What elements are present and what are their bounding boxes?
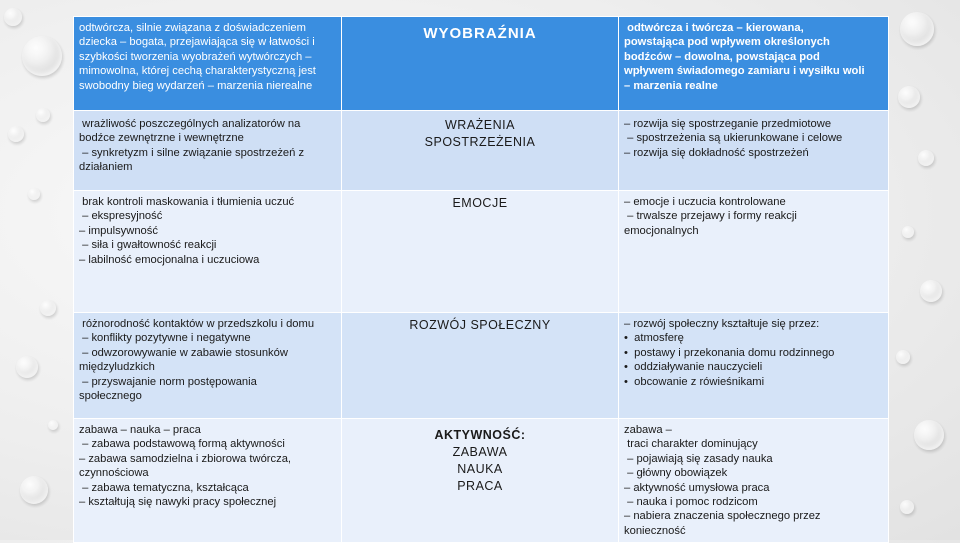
category-label: AKTYWNOŚĆ: [434,428,526,442]
cell-line: – siła i gwałtowność reakcji [79,239,217,252]
bullet-item: • postawy i przekonania domu rodzinnego [624,346,883,360]
cell-line: – synkretyzm i silne związanie spostrzeżeń z [79,146,305,159]
category-label: WRAŻENIA [445,118,515,132]
water-drop-decoration [40,300,56,316]
cell-line: – marzenia realne [624,79,718,92]
cell-line: – zabawa samodzielna i zbiorowa twórcza, [79,452,292,465]
cell-line: – nabiera znaczenia społecznego przez [624,510,821,523]
cell-line: społecznego [79,390,142,403]
cell-line: – labilność emocjonalna i uczuciowa [79,253,260,266]
water-drop-decoration [20,476,48,504]
water-drop-decoration [920,280,942,302]
cell-line: – rozwija się spostrzeganie przedmiotowe [624,118,832,130]
row-left-cell [74,111,342,191]
water-drop-decoration [918,150,934,166]
water-drop-decoration [4,8,22,26]
water-drop-decoration [36,108,50,122]
row-category-cell [342,313,619,419]
cell-line: – spostrzeżenia są ukierunkowane i celowe [624,132,843,145]
cell-line: powstająca pod wpływem określonych [624,36,830,49]
table-row [74,419,889,543]
cell-line: – trwalsze przejawy i formy reakcji [624,210,797,223]
category-label: NAUKA [457,462,503,476]
water-drop-decoration [16,356,38,378]
category-label: SPOSTRZEŻENIA [424,135,536,149]
row-right-cell [619,17,889,111]
cell-line: – nauka i pomoc rodzicom [624,496,758,509]
cell-line: wrażliwość poszczególnych analizatorów na [79,118,301,130]
category-label: ZABAWA [452,445,508,459]
cell-line: swobodny bieg wydarzeń – marzenia nierealne [79,79,313,92]
water-drop-decoration [898,86,920,108]
water-drop-decoration [896,350,910,364]
category-label: EMOCJE [452,196,508,210]
cell-line: – emocje i uczucia kontrolowane [624,196,786,208]
cell-line: – pojawiają się zasady nauka [624,452,773,465]
cell-line: odtwórcza, silnie związana z doświadczeniem [79,22,306,34]
cell-line: – impulsywność [79,224,158,237]
cell-line: – przyswajanie norm postępowania [79,375,257,388]
cell-line: – rozwój społeczny kształtuje się przez: [624,318,820,330]
row-right-cell [619,419,889,543]
cell-line: – rozwija się dokładność spostrzeżeń [624,146,809,159]
bullet-item: • oddziaływanie nauczycieli [624,360,883,374]
cell-line: – aktywność umysłowa praca [624,481,770,494]
cell-line: – kształtują się nawyki pracy społecznej [79,496,277,509]
cell-line: – konflikty pozytywne i negatywne [79,332,251,345]
row-right-cell [619,313,889,419]
cell-line: emocjonalnych [624,224,699,237]
row-left-cell [74,191,342,313]
cell-line: mimowolna, której cechą charakterystyczną jest [79,65,316,78]
category-label: WYOBRAŹNIA [423,25,537,42]
cell-line: międzyludzkich [79,361,155,374]
cell-line: bodźce zewnętrzne i wewnętrzne [79,132,244,145]
cell-line: wpływem świadomego zamiaru i wysiłku woli [624,65,865,78]
cell-line: odtwórcza i twórcza – kierowana, [624,22,804,34]
water-drop-decoration [22,36,62,76]
row-right-cell [619,111,889,191]
row-category-cell [342,17,619,111]
development-comparison-table [73,16,889,543]
cell-line: czynnościowa [79,467,149,480]
water-drop-decoration [900,500,914,514]
row-left-cell [74,313,342,419]
cell-line: – zabawa podstawową formą aktywności [79,438,285,451]
bullet-item: • atmosferę [624,331,883,345]
table-row [74,111,889,191]
cell-line: brak kontroli maskowania i tłumienia uczuć [79,196,295,208]
water-drop-decoration [8,126,24,142]
water-drop-decoration [900,12,934,46]
table-row [74,313,889,419]
cell-line: konieczność [624,524,686,537]
row-category-cell [342,419,619,543]
water-drop-decoration [48,420,58,430]
cell-line: – główny obowiązek [624,467,728,480]
row-left-cell [74,419,342,543]
cell-line: traci charakter dominujący [624,438,758,451]
cell-line: dziecka – bogata, przejawiająca się w łatwości i [79,36,315,49]
row-right-cell [619,191,889,313]
category-label: PRACA [457,479,503,493]
cell-line: zabawa – [624,424,672,436]
cell-line: – odwzorowywanie w zabawie stosunków [79,346,288,359]
cell-line: – ekspresyjność [79,210,163,223]
water-drop-decoration [28,188,40,200]
bullet-item: • obcowanie z rówieśnikami [624,375,883,389]
water-drop-decoration [914,420,944,450]
cell-line: działaniem [79,161,133,174]
cell-line: – zabawa tematyczna, kształcąca [79,481,249,494]
water-drop-decoration [902,226,914,238]
table-row [74,17,889,111]
row-category-cell [342,191,619,313]
row-left-cell [74,17,342,111]
table-row [74,191,889,313]
category-label: ROZWÓJ SPOŁECZNY [409,318,551,332]
cell-line: różnorodność kontaktów w przedszkolu i domu [79,318,315,330]
cell-line: bodźców – dowolna, powstająca pod [624,50,820,63]
cell-line: szybkości tworzenia wyobrażeń wytwórczych – [79,50,312,63]
cell-line: zabawa – nauka – praca [79,424,201,436]
row-category-cell [342,111,619,191]
